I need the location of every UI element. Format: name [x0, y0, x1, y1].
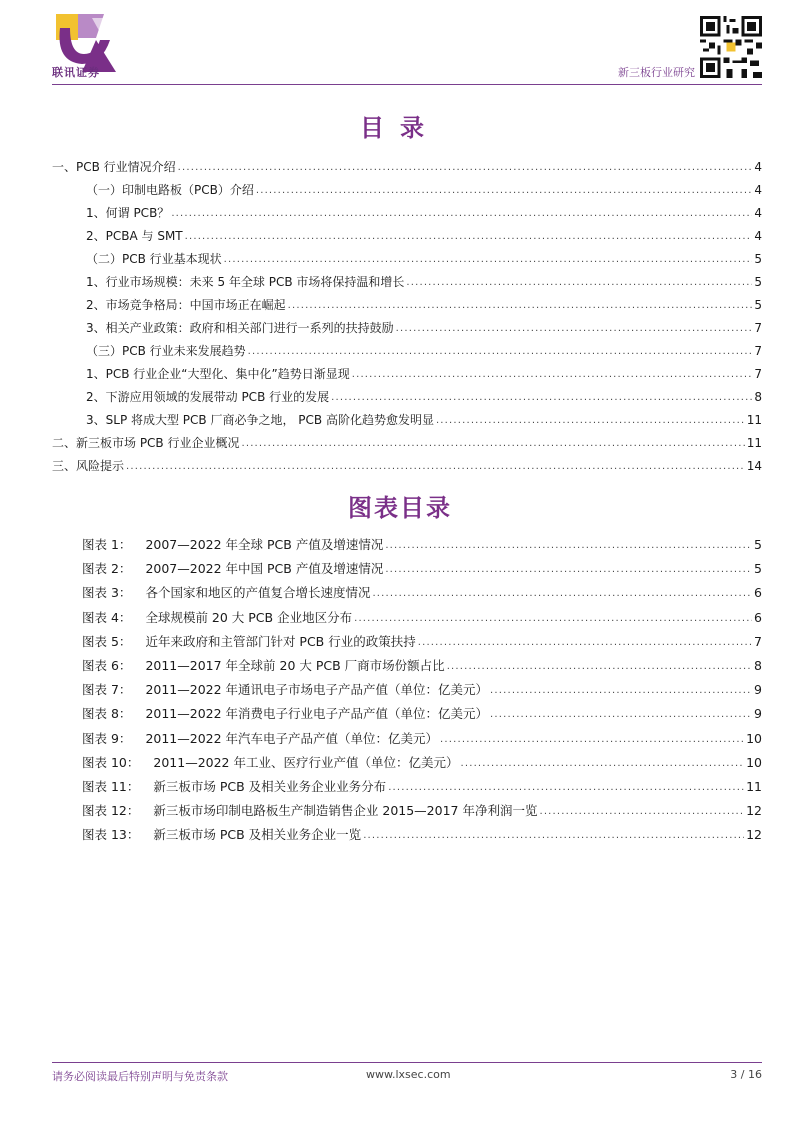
figure-entry-number: 图表 5：	[82, 633, 132, 649]
figure-entry-text	[82, 727, 438, 751]
dot-leader	[440, 726, 744, 752]
figure-entry-text	[82, 630, 416, 654]
toc-entry-label: 三、风险提示	[52, 459, 125, 473]
dot-leader	[396, 316, 753, 340]
figure-entry-label: 近年来政府和主管部门针对 PCB 行业的政策扶持	[145, 633, 416, 649]
dot-leader	[372, 580, 752, 606]
toc-entry[interactable]	[52, 179, 762, 202]
figure-list-title: 图表目录	[348, 493, 452, 522]
figure-entry-label: 各个国家和地区的产值复合增长速度情况	[145, 585, 371, 601]
report-category: 新三板行业研究	[618, 66, 695, 79]
figure-entry[interactable]	[82, 533, 762, 557]
dot-leader	[539, 798, 744, 824]
figure-entry[interactable]	[82, 630, 762, 654]
dot-leader	[388, 774, 744, 800]
figure-entry-text	[82, 823, 361, 847]
figure-entry-page: 7	[754, 633, 762, 649]
figure-entry-number: 图表 9：	[82, 730, 132, 746]
dot-leader	[490, 677, 752, 703]
toc-entry-page: 7	[754, 344, 762, 358]
figure-entry-page: 12	[746, 827, 762, 843]
figure-entry-label: 2011—2017 年全球前 20 大 PCB 厂商市场份额占比	[145, 657, 445, 673]
figure-entry-label: 新三板市场 PCB 及相关业务企业一览	[153, 827, 362, 843]
figure-entry-number: 图表 3：	[82, 585, 132, 601]
toc-entry-label: 1、何谓 PCB？	[86, 206, 170, 220]
toc-entry-page: 5	[754, 298, 762, 312]
figure-entry-number: 图表 2：	[82, 561, 132, 577]
toc-entry-label: 一、PCB 行业情况介绍	[52, 160, 176, 174]
figure-entry-number: 图表 13：	[82, 827, 140, 843]
header-divider	[52, 84, 762, 85]
figure-entry-text	[82, 751, 459, 775]
footer-divider	[52, 1062, 762, 1063]
toc-entry[interactable]	[52, 317, 762, 340]
toc-entry-label: 3、SLP 将成大型 PCB 厂商必争之地， PCB 高阶化趋势愈发明显	[86, 413, 434, 427]
dot-leader	[363, 822, 744, 848]
page-header	[0, 0, 800, 90]
figure-entry-page: 10	[746, 730, 762, 746]
table-of-contents	[52, 156, 762, 478]
figure-entry-label: 新三板市场 PCB 及相关业务企业业务分布	[153, 778, 387, 794]
figure-entry[interactable]	[82, 751, 762, 775]
toc-entry-label: 2、市场竞争格局：中国市场正在崛起	[86, 298, 286, 312]
toc-entry-page: 11	[746, 413, 762, 427]
figure-entry-label: 2011—2022 年消费电子行业电子产品产值（单位：亿美元）	[145, 706, 489, 722]
figure-entry-label: 全球规模前 20 大 PCB 企业地区分布	[145, 609, 353, 625]
toc-entry-label: 二、新三板市场 PCB 行业企业概况	[52, 436, 240, 450]
toc-entry[interactable]	[52, 271, 762, 294]
figure-entry[interactable]	[82, 678, 762, 702]
dot-leader	[352, 362, 753, 386]
dot-leader	[185, 224, 753, 248]
dot-leader	[224, 247, 753, 271]
figure-entry-text	[82, 799, 537, 823]
figure-entry-label: 2011—2022 年汽车电子产品产值（单位：亿美元）	[145, 730, 439, 746]
figure-entry-number: 图表 11：	[82, 778, 140, 794]
figure-entry[interactable]	[82, 775, 762, 799]
dot-leader	[241, 431, 744, 455]
dot-leader	[447, 653, 752, 679]
figure-entry-text	[82, 775, 386, 799]
toc-entry-label: 1、PCB 行业企业“大型化、集中化”趋势日渐显现	[86, 367, 350, 381]
dot-leader	[385, 556, 752, 582]
toc-entry-page: 4	[754, 206, 762, 220]
figure-entry-text	[82, 678, 488, 702]
figure-entry-label: 2007—2022 年全球 PCB 产值及增速情况	[145, 537, 384, 552]
dot-leader	[171, 201, 752, 225]
figure-entry-number: 图表 6：	[82, 657, 132, 673]
dot-leader	[288, 293, 753, 317]
figure-entry-page: 11	[746, 778, 762, 794]
figure-entry[interactable]	[82, 702, 762, 726]
dot-leader	[461, 750, 745, 776]
figure-entry-label: 2007—2022 年中国 PCB 产值及增速情况	[145, 561, 384, 577]
figure-entry-text	[82, 702, 488, 726]
toc-entry-page: 4	[754, 183, 762, 197]
figure-entry-text	[82, 606, 352, 630]
figure-entry-number: 图表 7：	[82, 682, 132, 698]
toc-entry-page: 5	[754, 275, 762, 289]
dot-leader	[248, 339, 753, 363]
dot-leader	[418, 629, 752, 655]
figure-entry-label: 新三板市场印制电路板生产制造销售企业 2015—2017 年净利润一览	[153, 803, 538, 819]
figure-entry[interactable]	[82, 823, 762, 847]
toc-entry-page: 8	[754, 390, 762, 404]
dot-leader	[406, 270, 752, 294]
figure-entry-page: 9	[754, 706, 762, 722]
toc-entry[interactable]	[52, 156, 762, 179]
toc-entry-label: 1、行业市场规模：未来 5 年全球 PCB 市场将保持温和增长	[86, 275, 405, 289]
qr-code-icon	[700, 16, 762, 78]
footer-website-link[interactable]: www.lxsec.com	[366, 1068, 451, 1081]
toc-entry-page: 7	[754, 321, 762, 335]
figure-entry[interactable]	[82, 727, 762, 751]
dot-leader	[354, 605, 752, 631]
toc-entry-label: 2、PCBA 与 SMT	[86, 229, 183, 243]
figure-entry[interactable]	[82, 581, 762, 605]
page-number: 3 / 16	[730, 1068, 762, 1081]
toc-entry[interactable]	[52, 409, 762, 432]
toc-entry-page: 11	[746, 436, 762, 450]
dot-leader	[436, 408, 745, 432]
toc-entry-label: （一）印制电路板（PCB）介绍	[86, 183, 254, 197]
logo-text: 联讯证券	[52, 66, 100, 79]
dot-leader	[490, 701, 752, 727]
toc-entry-page: 4	[754, 229, 762, 243]
figure-entry-page: 9	[754, 682, 762, 698]
toc-title: 目录	[360, 113, 440, 142]
footer-disclaimer: 请务必阅读最后特别声明与免责条款	[52, 1070, 228, 1083]
figure-entry[interactable]	[82, 654, 762, 678]
toc-entry[interactable]	[52, 386, 762, 409]
figure-entry-page: 8	[754, 657, 762, 673]
figure-entry-page: 10	[746, 754, 762, 770]
toc-entry[interactable]	[52, 294, 762, 317]
toc-entry-label: （三）PCB 行业未来发展趋势	[86, 344, 246, 358]
toc-entry[interactable]	[52, 248, 762, 271]
toc-entry-label: 3、相关产业政策：政府和相关部门进行一系列的扶持鼓励	[86, 321, 394, 335]
toc-entry[interactable]	[52, 225, 762, 248]
figure-entry[interactable]	[82, 799, 762, 823]
toc-entry[interactable]	[52, 432, 762, 455]
toc-entry-page: 7	[754, 367, 762, 381]
toc-entry[interactable]	[52, 363, 762, 386]
dot-leader	[331, 385, 752, 409]
toc-entry-label: 2、下游应用领域的发展带动 PCB 行业的发展	[86, 390, 330, 404]
toc-entry[interactable]	[52, 202, 762, 225]
figure-entry-page: 12	[746, 803, 762, 819]
dot-leader	[385, 532, 752, 558]
toc-entry-page: 4	[754, 160, 762, 174]
figure-entry-page: 5	[754, 537, 762, 552]
toc-entry[interactable]	[52, 340, 762, 363]
figure-entry-number: 图表 4：	[82, 609, 132, 625]
figure-entry-page: 5	[754, 561, 762, 577]
toc-entry-page: 14	[746, 459, 762, 473]
figure-entry-label: 2011—2022 年通讯电子市场电子产品产值（单位：亿美元）	[145, 682, 489, 698]
figure-entry-text	[82, 581, 370, 605]
figure-entry-number: 图表 8：	[82, 706, 132, 722]
figure-entry-text	[82, 557, 383, 581]
figure-entry[interactable]	[82, 606, 762, 630]
figure-list	[82, 533, 762, 847]
figure-entry-page: 6	[754, 609, 762, 625]
dot-leader	[256, 178, 753, 202]
figure-entry-number: 图表 12：	[82, 803, 140, 819]
toc-entry[interactable]	[52, 455, 762, 478]
figure-entry-number: 图表 10：	[82, 754, 140, 770]
figure-entry-label: 2011—2022 年工业、医疗行业产值（单位：亿美元）	[153, 754, 459, 770]
figure-entry-page: 6	[754, 585, 762, 601]
figure-entry-number: 图表 1：	[82, 537, 132, 552]
figure-entry-text	[82, 533, 383, 557]
toc-entry-page: 5	[754, 252, 762, 266]
toc-entry-label: （二）PCB 行业基本现状	[86, 252, 222, 266]
dot-leader	[178, 155, 753, 179]
dot-leader	[126, 454, 745, 478]
figure-entry-text	[82, 654, 445, 678]
figure-entry[interactable]	[82, 557, 762, 581]
